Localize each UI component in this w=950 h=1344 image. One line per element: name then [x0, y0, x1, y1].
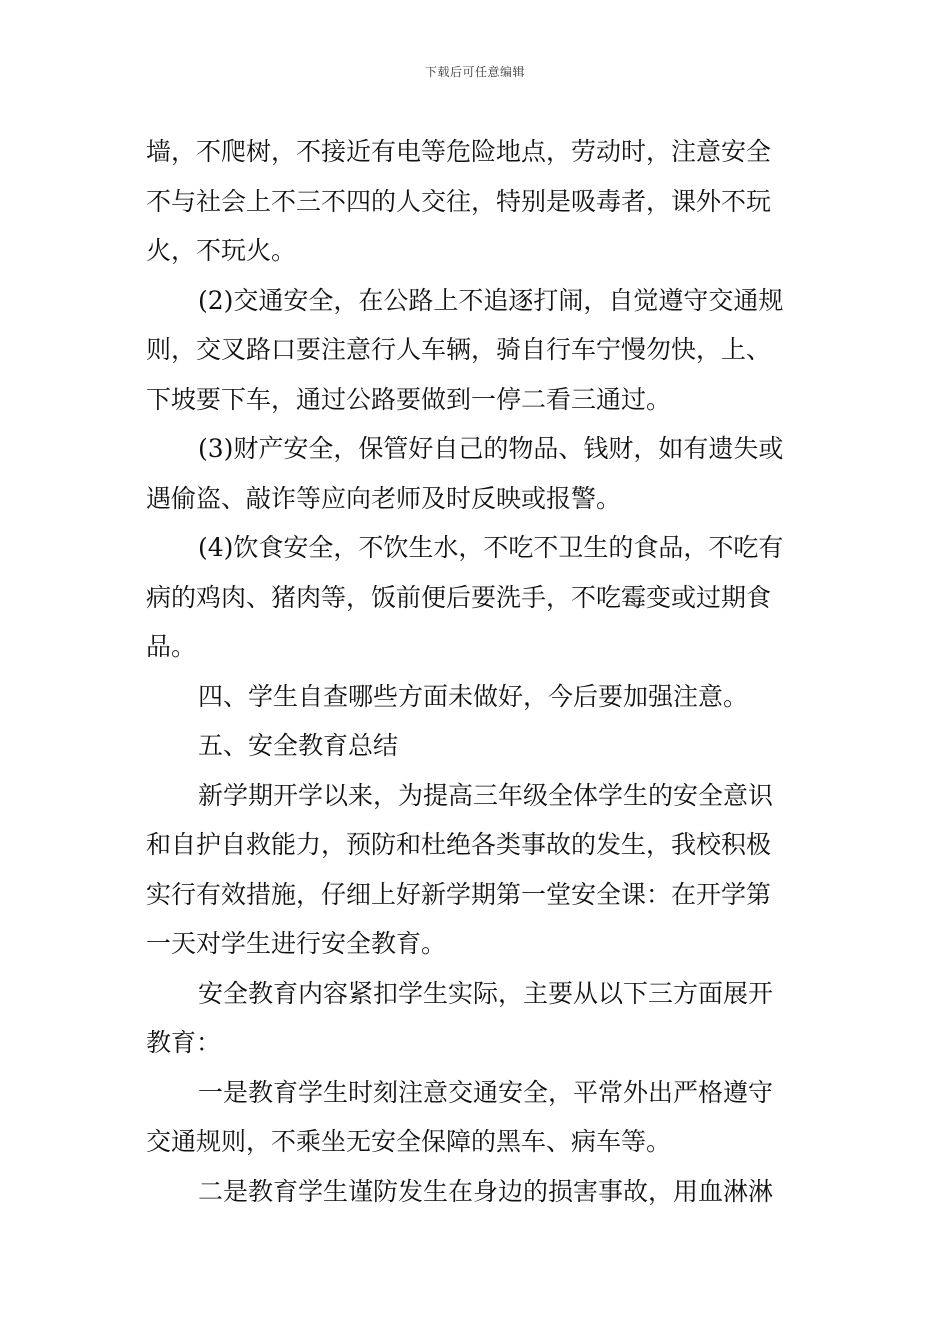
text-line: 品。 — [146, 632, 197, 661]
document-body — [146, 127, 806, 1216]
text-line: 墙，不爬树，不接近有电等危险地点，劳动时，注意安全 — [146, 137, 772, 166]
text-line: 遇偷盗、敲诈等应向老师及时反映或报警。 — [146, 483, 622, 513]
text-line: (2)交通安全，在公路上不追逐打闹，自觉遵守交通规 — [198, 285, 784, 315]
text-line: 二是教育学生谨防发生在身边的损害事故，用血淋淋 — [198, 1176, 774, 1206]
text-line: 下坡要下车，通过公路要做到一停二看三通过。 — [146, 384, 672, 414]
text-line: 四、学生自查哪些方面未做好，今后要加强注意。 — [198, 681, 749, 711]
text-line: 火，不玩火。 — [146, 236, 297, 265]
text-line: 则，交叉路口要注意行人车辆，骑自行车宁慢勿快，上、 — [146, 335, 772, 364]
text-line: 和自护自救能力，预防和杜绝各类事故的发生，我校积极 — [146, 830, 772, 859]
page-header: 下载后可任意编辑 — [424, 65, 525, 79]
text-line: 新学期开学以来，为提高三年级全体学生的安全意识 — [198, 780, 774, 810]
text-line: 实行有效措施，仔细上好新学期第一堂安全课：在开学第 — [146, 879, 772, 909]
text-line: 五、安全教育总结 — [198, 731, 399, 760]
text-line: 一天对学生进行安全教育。 — [146, 929, 447, 958]
text-line: (4)饮食安全，不饮生水，不吃不卫生的食品，不吃有 — [198, 533, 784, 562]
text-line: 教育： — [146, 1028, 222, 1057]
text-line: 安全教育内容紧扣学生实际，主要从以下三方面展开 — [198, 978, 774, 1008]
text-line: (3)财产安全，保管好自己的物品、钱财，如有遗失或 — [198, 434, 784, 463]
text-line: 交通规则，不乘坐无安全保障的黑车、病车等。 — [146, 1127, 672, 1156]
text-line: 不与社会上不三不四的人交往，特别是吸毒者，课外不玩 — [146, 186, 772, 216]
text-line: 病的鸡肉、猪肉等，饭前便后要洗手，不吃霉变或过期食 — [146, 582, 772, 612]
text-line: 一是教育学生时刻注意交通安全，平常外出严格遵守 — [198, 1077, 774, 1107]
